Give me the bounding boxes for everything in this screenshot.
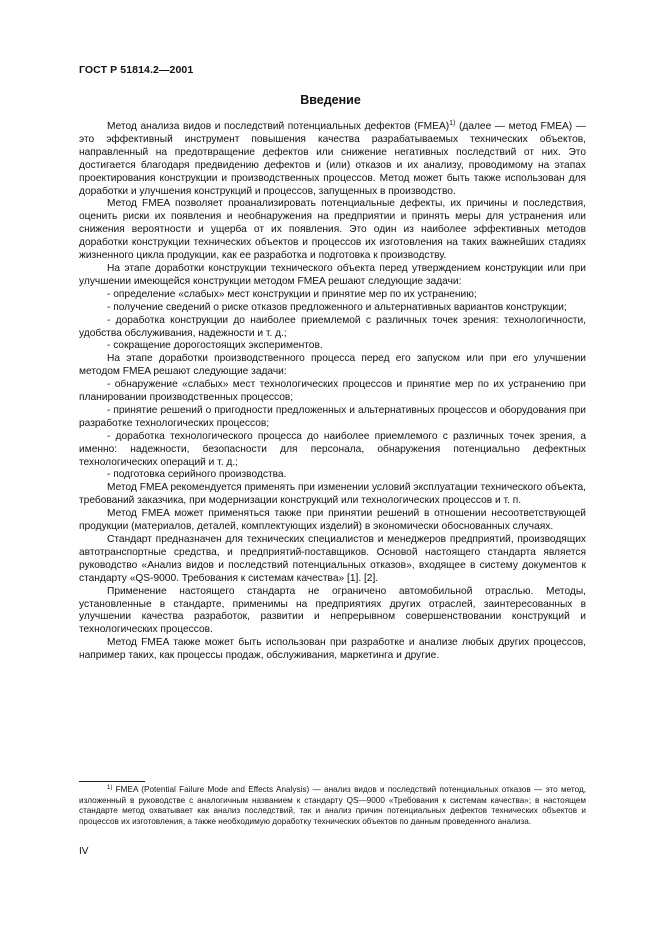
paragraph: Метод FMEA рекомендуется применять при изменении условий эксплуатации технического объекта, требований заказчика, при модернизации конструкций или технологических процессов и т. п. bbox=[79, 482, 586, 507]
paragraph: Метод FMEA может применяться также при принятии решений в отношении несоответствующей продукции (материалов, деталей, комплектующих изделий) в экономически обоснованных случаях. bbox=[79, 508, 586, 533]
footnote bbox=[79, 785, 586, 827]
footnote-paragraph bbox=[79, 785, 586, 827]
paragraph bbox=[79, 121, 586, 198]
footnote-divider bbox=[79, 781, 145, 782]
body-text bbox=[79, 121, 586, 663]
paragraph: Метод FMEA позволяет проанализировать потенциальные дефекты, их причины и последствия, оценить риски их появления и необнаружения на предприятии и принять меры для устранения или снижения вероятности и ущерба от их появления. Это один из наиболее эффективных методов доработки конструкции технических объектов и процессов их изготовления на таких важнейших стадиях жизненного цикла продукции, как ее разработка и подготовка к производству. bbox=[79, 198, 586, 262]
footnote-text: FMEA (Potential Failure Mode and Effects Analysis) — анализ видов и последствий потенциальных отказов — это метод, изложенный в руководстве с аналогичным названием к стандарту QS—9000 «Требования к системам качества»; в настоящем стандарте метод охватывает как анализ последствий, так и анализ причин потенциальных дефектов технических объектов и процессов их изготовления, а также необходимую доработку технических объектов по данным проведенного анализа. bbox=[79, 785, 586, 826]
paragraph: На этапе доработки конструкции технического объекта перед утверждением конструкции или при улучшении имеющейся конструкции методом FMEA решают следующие задачи: bbox=[79, 262, 586, 287]
list-item: - подготовка серийного производства. bbox=[107, 469, 287, 481]
page-title: Введение bbox=[300, 93, 361, 107]
list-item: - получение сведений о риске отказов предложенного и альтернативных вариантов конструкции; bbox=[107, 301, 567, 313]
paragraph: Стандарт предназначен для технических специалистов и менеджеров предприятий, производящих автотранспортные средства, и предприятий-поставщиков. Основой настоящего стандарта является руководство «Анализ видов и последствий потенциальных отказов», входящее в систему документов к стандарту «QS-9000. Требования к системам качества» [1]. [2]. bbox=[79, 534, 586, 584]
paragraph-text: Метод анализа видов и последствий потенциальных дефектов (FMEA) bbox=[107, 121, 450, 132]
paragraph-text: (далее — метод FMEA) — это эффективный инструмент повышения качества разрабатываемых технических объектов, направленный на предотвращение дефектов или снижение негативных последствий от них. Это достигается благодаря предвидению дефектов и (или) отказов и их анализу, проводимому на этапах проектирования конструкции и производственных процессов. Метод может быть также использован для доработки и улучшения конструкций и процессов, запущенных в производство. bbox=[79, 121, 586, 197]
page-number: IV bbox=[79, 846, 89, 857]
footnote-marker: 1) bbox=[107, 785, 113, 791]
list-item: - доработка конструкции до наиболее приемлемой с различных точек зрения: технологичности, удобства обслуживания, надежности и т. д.; bbox=[79, 314, 586, 339]
paragraph: Метод FMEA также может быть использован при разработке и анализе любых других процессов, например таких, как процессы продаж, обслуживания, маркетинга и другие. bbox=[79, 637, 586, 662]
list-item: - доработка технологического процесса до наиболее приемлемого с различных точек зрения, а именно: надежности, безопасности для персонала, обнаружения потенциально дефектных технологических операций и т. д.; bbox=[79, 430, 586, 468]
paragraph: На этапе доработки производственного процесса перед его запуском или при его улучшении методом FMEA решают следующие задачи: bbox=[79, 353, 586, 378]
footnote-reference: 1) bbox=[449, 120, 456, 127]
paragraph: Применение настоящего стандарта не ограничено автомобильной отраслью. Методы, установленные в стандарте, применимы на предприятиях других отраслей, заинтересованных в улучшении качества разработок, развитии и непрерывном совершенствовании конструкций и технологических процессов. bbox=[79, 585, 586, 636]
list-item: - обнаружение «слабых» мест технологических процессов и принятие мер по их устранению при планировании производственных процессов; bbox=[79, 379, 586, 404]
list-item: - сокращение дорогостоящих экспериментов. bbox=[107, 340, 323, 352]
list-item: - определение «слабых» мест конструкции и принятие мер по их устранению; bbox=[107, 288, 477, 300]
document-number: ГОСТ Р 51814.2—2001 bbox=[79, 64, 194, 76]
list-item: - принятие решений о пригодности предложенных и альтернативных процессов и оборудования при разработке технологических процессов; bbox=[79, 404, 586, 429]
